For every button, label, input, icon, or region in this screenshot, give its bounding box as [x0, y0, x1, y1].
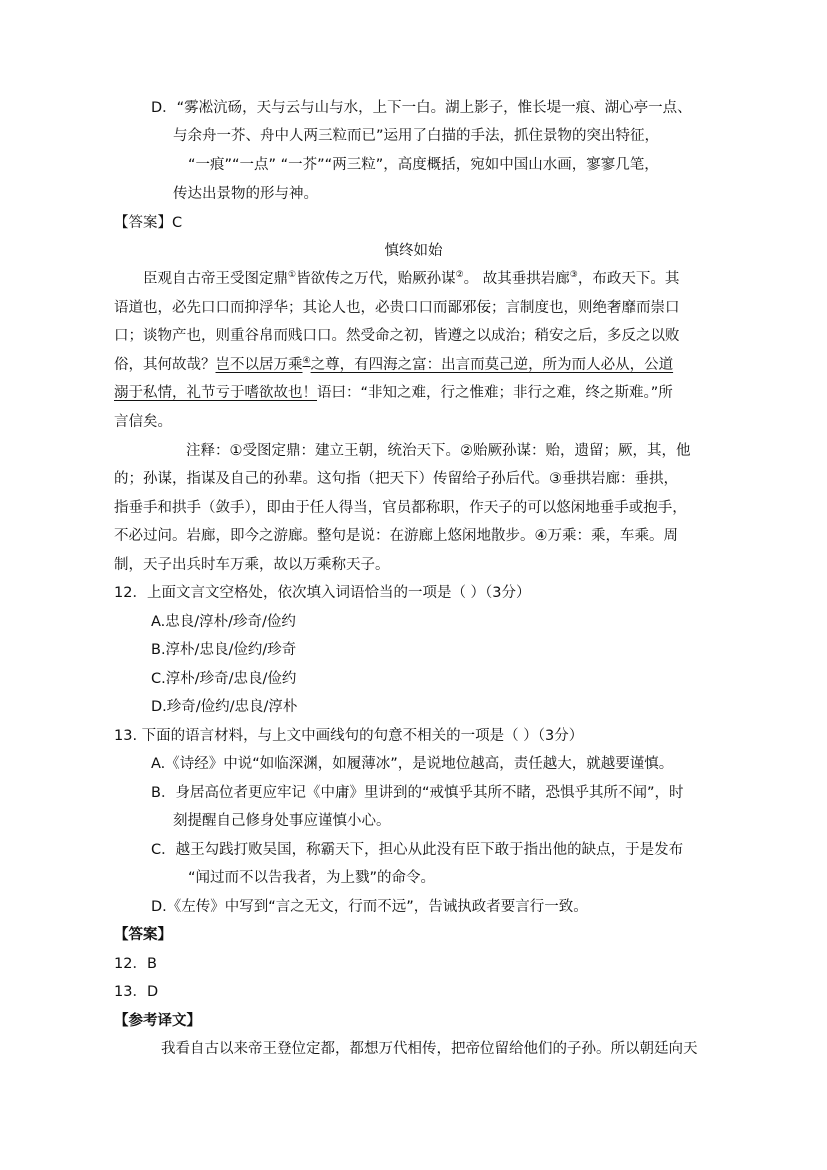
answer-12: 12．B: [114, 956, 157, 972]
underlined-sentence-part-3: 溺于私情，礼节亏于嗜欲故也！: [114, 385, 317, 401]
notes-line-2: 的；孙谋，指谋及自己的孙辈。这句指（把天下）传留给子孙后代。③垂拱岩廊：垂拱，: [114, 471, 678, 487]
passage-line-4: 俗，其何故哉？岂不以居万乘④之尊，有四海之富：出言而莫己逆，所为而人必从，公道: [114, 356, 674, 373]
q12-option-a: A.忠良/淳朴/珍奇/俭约: [151, 614, 296, 630]
translation-line-1: 我看自古以来帝王登位定都，都想万代相传，把帝位留给他们的子孙。所以朝廷向天: [161, 1041, 698, 1057]
q13-option-b-line-1: B．身居高位者更应牢记《中庸》里讲到的“戒慎乎其所不睹，恐惧乎其所不闻”，时: [151, 785, 684, 801]
q12-stem: 12．上面文言文空格处，依次填入词语恰当的一项是（ ）（3分）: [114, 585, 531, 601]
q11-option-d-line-2: 与余舟一芥、舟中人两三粒而已”运用了白描的手法，抓住景物的突出特征，: [173, 128, 660, 144]
passage-line-1: 臣观自古帝王受图定鼎①皆欲传之万代，贻厥孙谋②。 故其垂拱岩廊③，布政天下。其: [143, 270, 680, 287]
translation-label: 【参考译文】: [114, 1013, 201, 1029]
q11-option-d-line-1: D．“雾凇沆砀，天与云与山与水，上下一白。湖上影子，惟长堤一痕、湖心亭一点、: [151, 100, 692, 116]
note-ref-2: ②: [455, 270, 464, 281]
q12-option-c: C.淳朴/珍奇/忠良/俭约: [151, 671, 297, 687]
q13-option-a: A.《诗经》中说“如临深渊，如履薄冰”，是说地位越高，责任越大，就越要谨慎。: [151, 756, 674, 772]
passage-line-2: 语道也，必先口口而抑浮华；其论人也，必贵口口而鄙邪佞；言制度也，则绝奢靡而崇口: [114, 300, 680, 316]
notes-line-3: 指垂手和拱手（敛手），即由于任人得当，官员都称职，作天子的可以悠闲地垂手或抱手，: [114, 500, 687, 516]
q12-option-b: B.淳朴/忠良/俭约/珍奇: [151, 642, 297, 658]
underlined-sentence-part-1: 岂不以居万乘: [215, 357, 303, 373]
notes-line-1: 注释：①受图定鼎：建立王朝，统治天下。②贻厥孙谋：贻，遗留；厥，其，他: [186, 443, 691, 459]
passage-line-3: 口；谈物产也，则重谷帛而贱口口。然受命之初，皆遵之以成治；稍安之后，多反之以败: [114, 328, 680, 344]
q11-answer: 【答案】C: [114, 215, 183, 231]
q11-option-d-line-4: 传达出景物的形与神。: [173, 186, 318, 202]
notes-line-5: 制，天子出兵时车万乘，故以万乘称天子。: [114, 557, 390, 573]
underlined-sentence-part-2: 之尊，有四海之富：出言而莫己逆，所为而人必从，公道: [310, 357, 674, 373]
q11-option-d-line-3: “一痕”“一点” “一芥”“两三粒”，高度概括，宛如中国山水画，寥寥几笔，: [188, 157, 659, 173]
q13-option-c-line-2: “闻过而不以告我者，为上戮”的命令。: [188, 870, 436, 886]
q13-option-c-line-1: C．越王勾践打败吴国，称霸天下，担心从此没有臣下敢于指出他的缺点，于是发布: [151, 842, 684, 858]
answer-13: 13．D: [114, 984, 159, 1000]
passage-line-6: 言信矣。: [114, 414, 172, 430]
note-ref-4: ④: [302, 356, 311, 367]
q13-option-b-line-2: 刻提醒自己修身处事应谨慎小心。: [173, 813, 391, 829]
answers-label: 【答案】: [114, 927, 172, 943]
note-ref-1: ①: [288, 270, 297, 281]
notes-line-4: 不必过问。岩廊，即今之游廊。整句是说：在游廊上悠闲地散步。④万乘：乘，车乘。周: [114, 528, 678, 544]
passage-line-5: 溺于私情，礼节亏于嗜欲故也！语曰：“非知之难，行之惟难；非行之难，终之斯难。”所: [114, 385, 673, 401]
q13-stem: 13. 下面的语言材料，与上文中画线句的句意不相关的一项是（ ）（3分）: [114, 728, 584, 744]
q12-option-d: D.珍奇/俭约/忠良/淳朴: [151, 699, 298, 715]
passage-title: 慎终如始: [384, 243, 443, 259]
q13-option-d: D.《左传》中写到“言之无文，行而不远”，告诫执政者要言行一致。: [151, 899, 588, 915]
note-ref-3: ③: [569, 270, 578, 281]
